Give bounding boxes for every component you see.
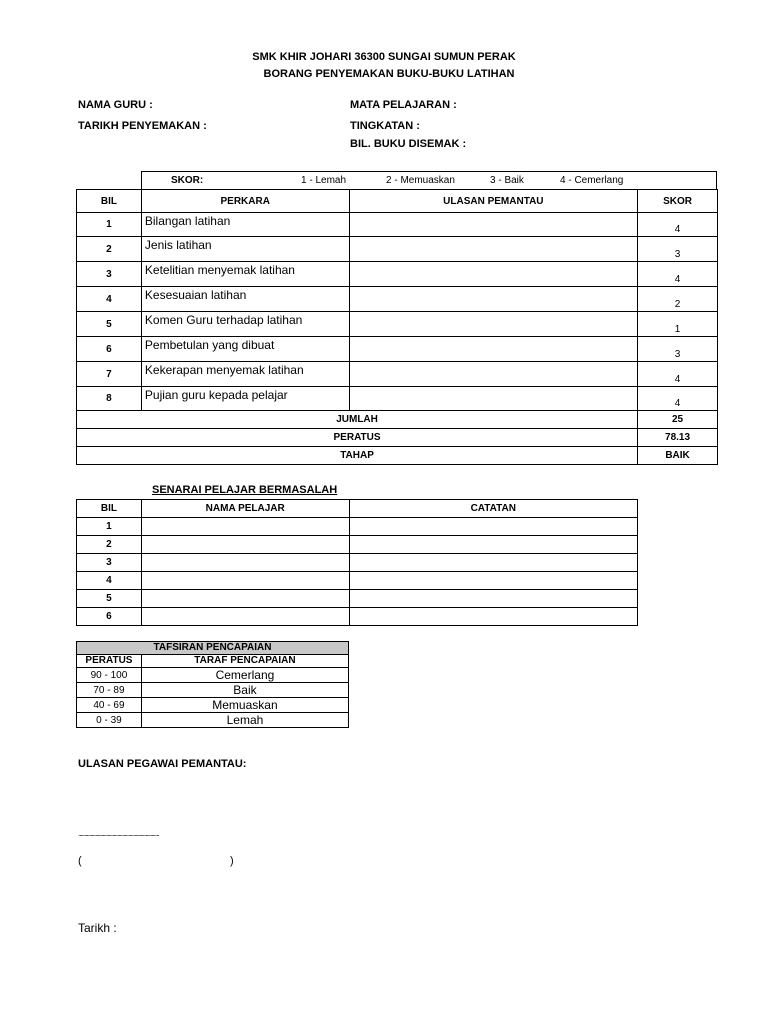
row-comment[interactable]	[349, 213, 638, 237]
col-nama-pelajar: NAMA PELAJAR	[141, 500, 349, 518]
col-ulasan: ULASAN PEMANTAU	[349, 190, 638, 213]
level-cell: Memuaskan	[141, 698, 348, 713]
table-row	[77, 387, 718, 411]
row-item: Kekerapan menyemak latihan	[141, 362, 349, 387]
percent-row	[77, 429, 718, 447]
note-cell[interactable]	[349, 572, 637, 590]
row-item: Bilangan latihan	[141, 213, 349, 237]
table-row	[77, 608, 638, 626]
level-cell: Cemerlang	[141, 668, 348, 683]
row-bil: 6	[77, 608, 142, 626]
note-cell[interactable]	[349, 536, 637, 554]
table-row	[77, 683, 349, 698]
row-comment[interactable]	[349, 362, 638, 387]
assessment-table	[76, 189, 718, 465]
row-bil: 1	[77, 518, 142, 536]
col-bil: BIL	[77, 500, 142, 518]
row-item: Ketelitian menyemak latihan	[141, 262, 349, 287]
level-row	[77, 447, 718, 465]
student-name-cell[interactable]	[141, 518, 349, 536]
row-bil: 7	[77, 362, 142, 387]
form-level-label: TINGKATAN :	[350, 120, 420, 132]
interpretation-title: TAFSIRAN PENCAPAIAN	[77, 642, 349, 655]
row-score: 4	[638, 213, 718, 237]
problem-header-row	[77, 500, 638, 518]
table-row	[77, 713, 349, 728]
remarks-label: ULASAN PEGAWAI PEMANTAU:	[78, 758, 247, 770]
form-title: BORANG PENYEMAKAN BUKU-BUKU LATIHAN	[263, 68, 515, 80]
row-score: 3	[638, 337, 718, 362]
row-score: 2	[638, 287, 718, 312]
table-row	[77, 536, 638, 554]
col-perkara: PERKARA	[141, 190, 349, 213]
school-name: SMK KHIR JOHARI 36300 SUNGAI SUMUN PERAK	[252, 51, 516, 63]
row-bil: 2	[77, 536, 142, 554]
student-name-cell[interactable]	[141, 554, 349, 572]
col-bil: BIL	[77, 190, 142, 213]
note-cell[interactable]	[349, 590, 637, 608]
problem-students-table	[76, 499, 638, 626]
row-bil: 1	[77, 213, 142, 237]
subject-label: MATA PELAJARAN :	[350, 99, 457, 111]
level-label: TAHAP	[77, 447, 638, 465]
col-taraf: TARAF PENCAPAIAN	[141, 655, 348, 668]
row-score: 3	[638, 237, 718, 262]
range-cell: 70 - 89	[77, 683, 142, 698]
date-label: Tarikh :	[78, 921, 117, 935]
signature-line: ..................................................................	[78, 829, 159, 838]
teacher-name-label: NAMA GURU :	[78, 99, 153, 111]
interpretation-table	[76, 641, 349, 728]
total-value: 25	[638, 411, 718, 429]
interpretation-header-row	[77, 655, 349, 668]
note-cell[interactable]	[349, 608, 637, 626]
student-name-cell[interactable]	[141, 608, 349, 626]
row-comment[interactable]	[349, 387, 638, 411]
row-score: 4	[638, 387, 718, 411]
row-bil: 5	[77, 590, 142, 608]
table-row	[77, 572, 638, 590]
row-comment[interactable]	[349, 287, 638, 312]
percent-value: 78.13	[638, 429, 718, 447]
col-skor: SKOR	[638, 190, 718, 213]
books-reviewed-label: BIL. BUKU DISEMAK :	[350, 138, 467, 150]
table-row	[77, 237, 718, 262]
level-cell: Baik	[141, 683, 348, 698]
note-cell[interactable]	[349, 554, 637, 572]
score-legend-4: 4 - Cemerlang	[560, 175, 624, 186]
col-catatan: CATATAN	[349, 500, 637, 518]
note-cell[interactable]	[349, 518, 637, 536]
name-bracket-close: )	[230, 855, 234, 867]
row-bil: 2	[77, 237, 142, 262]
review-date-label: TARIKH PENYEMAKAN :	[78, 120, 207, 132]
range-cell: 90 - 100	[77, 668, 142, 683]
table-row	[77, 668, 349, 683]
total-row	[77, 411, 718, 429]
table-row	[77, 287, 718, 312]
table-row	[77, 213, 718, 237]
row-bil: 5	[77, 312, 142, 337]
row-item: Jenis latihan	[141, 237, 349, 262]
range-cell: 0 - 39	[77, 713, 142, 728]
row-comment[interactable]	[349, 262, 638, 287]
row-item: Komen Guru terhadap latihan	[141, 312, 349, 337]
row-bil: 8	[77, 387, 142, 411]
table-row	[77, 262, 718, 287]
problem-students-title: SENARAI PELAJAR BERMASALAH	[152, 484, 338, 496]
row-item: Pembetulan yang dibuat	[141, 337, 349, 362]
score-legend-label: SKOR:	[171, 175, 204, 186]
table-row	[77, 312, 718, 337]
row-comment[interactable]	[349, 237, 638, 262]
row-bil: 4	[77, 572, 142, 590]
score-legend-3: 3 - Baik	[490, 175, 524, 186]
name-bracket-open: (	[78, 855, 82, 867]
col-peratus: PERATUS	[77, 655, 142, 668]
table-row	[77, 337, 718, 362]
score-legend-2: 2 - Memuaskan	[386, 175, 455, 186]
row-comment[interactable]	[349, 312, 638, 337]
score-legend	[141, 171, 717, 189]
table-row	[77, 518, 638, 536]
row-item: Kesesuaian latihan	[141, 287, 349, 312]
row-score: 4	[638, 362, 718, 387]
student-name-cell[interactable]	[141, 590, 349, 608]
table-row	[77, 698, 349, 713]
level-cell: Lemah	[141, 713, 348, 728]
interpretation-title-row	[77, 642, 349, 655]
row-score: 1	[638, 312, 718, 337]
table-row	[77, 590, 638, 608]
table-row	[77, 554, 638, 572]
row-item: Pujian guru kepada pelajar	[141, 387, 349, 411]
row-comment[interactable]	[349, 337, 638, 362]
percent-label: PERATUS	[77, 429, 638, 447]
table-row	[77, 362, 718, 387]
student-name-cell[interactable]	[141, 572, 349, 590]
assessment-header-row	[77, 190, 718, 213]
score-legend-1: 1 - Lemah	[301, 175, 347, 186]
range-cell: 40 - 69	[77, 698, 142, 713]
row-bil: 3	[77, 554, 142, 572]
row-bil: 4	[77, 287, 142, 312]
total-label: JUMLAH	[77, 411, 638, 429]
level-value: BAIK	[638, 447, 718, 465]
row-bil: 3	[77, 262, 142, 287]
row-score: 4	[638, 262, 718, 287]
student-name-cell[interactable]	[141, 536, 349, 554]
row-bil: 6	[77, 337, 142, 362]
